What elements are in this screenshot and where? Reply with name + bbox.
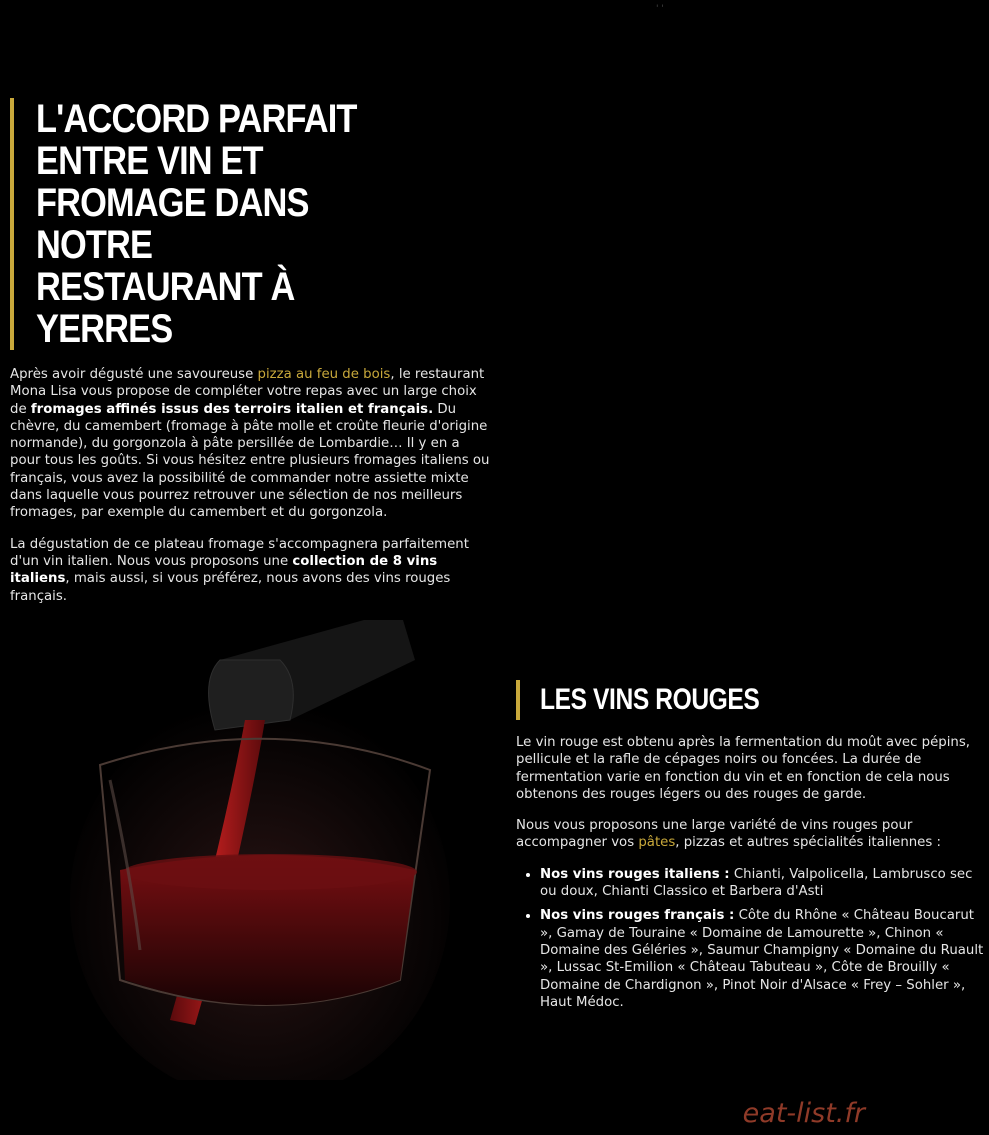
wine-glass-image [70,620,470,1080]
red-wines-list [516,866,986,1011]
title-line-3: RESTAURANT À YERRES [36,265,295,351]
pizza-link[interactable]: pizza au feu de bois [257,367,391,382]
red-wines-title: LES VINS ROUGES [540,683,760,716]
red-wine-description: Le vin rouge est obtenu après la fermentation du moût avec pépins, pellicule et la rafle de cépages noirs ou foncées. La durée de fermentation varie en fonction du vin et en fonction de cela nous obtenons des rouges légers ou des rouges de garde. [516,735,970,802]
red-wine-offer: Nous vous proposons une large variété de vins rouges pour accompagner vos pâtes, pizzas et autres spécialités italiennes : [516,818,941,851]
red-wines-section [516,680,986,1018]
cheese-highlight: fromages affinés issus des terroirs italien et français. [30,401,434,417]
red-wines-heading [516,680,986,720]
top-mark: ' ' [656,4,664,14]
list-item: • Nos vins rouges italiens : Chianti, Valpolicella, Lambrusco sec ou doux, Chianti Classico et Barbera d'Asti [540,866,986,901]
pairing-paragraph: La dégustation de ce plateau fromage s'accompagnera parfaitement d'un vin italien. Nous vous proposons une collection de 8 vins italiens, mais aussi, si vous préférez, nous avons des vins rouges français. [10,536,469,604]
cheese-wine-section [10,98,490,619]
list-item: • Nos vins rouges français : Côte du Rhône « Château Boucarut », Gamay de Touraine « Domaine de Lamourette », Chinon « Domaine des Géléries », Saumur Champigny « Domaine du Ruault », Lussac St-Emilion « Château Tabuteau », Côte de Brouilly « Domaine de Chardignon », Pinot Noir d'Alsace « Frey – Sohler », Haut Médoc. [540,907,986,1011]
wine-collection-highlight: collection de 8 vins italiens [10,553,438,587]
pates-link[interactable]: pâtes [638,835,676,851]
page-title [36,98,426,350]
section-heading [10,98,490,350]
title-line-1: L'ACCORD PARFAIT ENTRE VIN ET [36,97,357,183]
watermark: eat-list.fr [742,1098,865,1129]
intro-paragraph: Après avoir dégusté une savoureuse pizza au feu de bois, le restaurant Mona Lisa vous propose de compléter votre repas avec un large choix de fromages affinés issus des terroirs italien et français. Du chèvre, du camembert (fromage à pâte molle et croûte fleurie d'origine normande), du gorgonzola à pâte persillée de Lombardie… Il y en a pour tous les goûts. Si vous hésitez entre plusieurs fromages italiens ou français, vous avez la possibilité de commander notre assiette mixte dans laquelle vous pourrez retrouver une sélection de nos meilleurs fromages, par exemple du camembert et du gorgonzola. [10,367,490,521]
title-line-2: FROMAGE DANS NOTRE [36,181,309,267]
